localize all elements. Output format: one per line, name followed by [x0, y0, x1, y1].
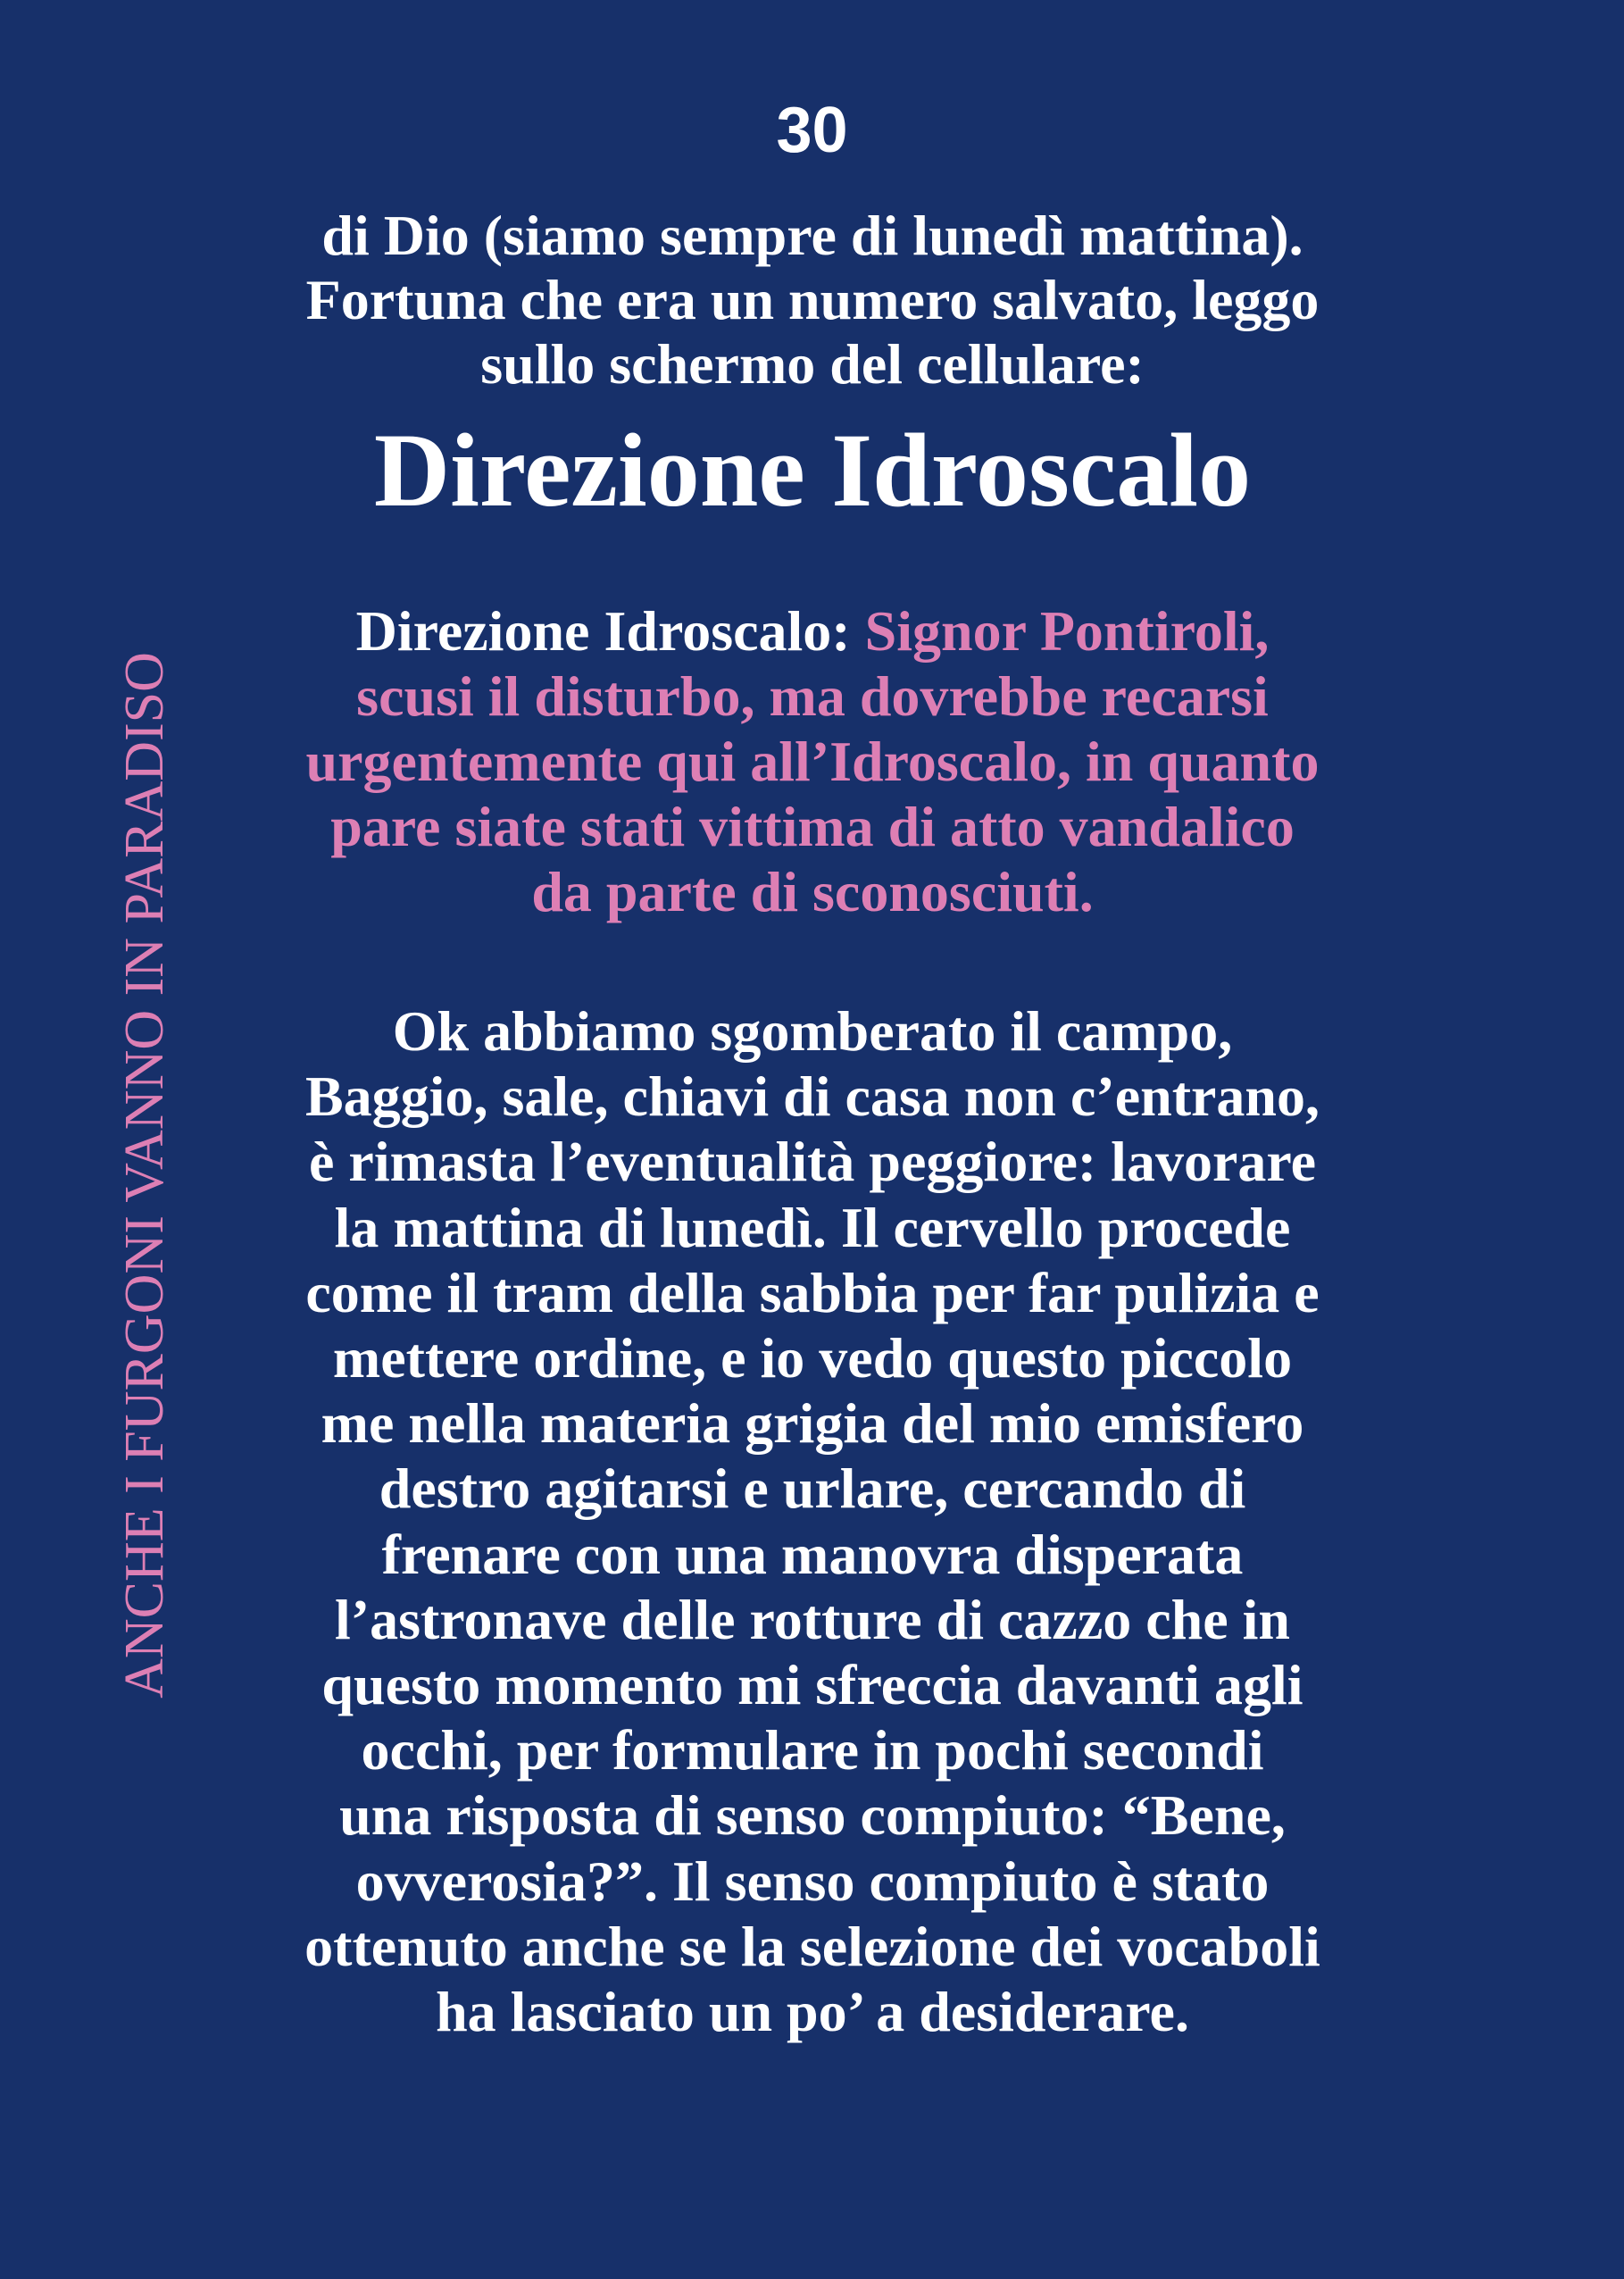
body-line: questo momento mi sfreccia davanti agli — [321, 1653, 1303, 1717]
section-heading: Direzione Idroscalo — [373, 412, 1252, 529]
body-line: una risposta di senso compiuto: “Bene, — [339, 1783, 1286, 1848]
intro-line: di Dio (siamo sempre di lunedì mattina). — [321, 204, 1303, 267]
body-line: come il tram della sabbia per far pulizia e — [305, 1260, 1320, 1324]
quote-text: Signor Pontiroli, — [864, 599, 1270, 663]
body-line: Baggio, sale, chiavi di casa non c’entrano, — [304, 1064, 1320, 1129]
quoted-message — [187, 598, 1437, 924]
quote-speaker: Direzione Idroscalo: — [355, 599, 851, 663]
body-line: ottenuto anche se la selezione dei vocaboli — [304, 1914, 1320, 1978]
body-line: occhi, per formulare in pochi secondi — [361, 1718, 1264, 1782]
body-line: me nella materia grigia del mio emisfero — [321, 1391, 1304, 1456]
body-line: ha lasciato un po’ a desiderare. — [436, 1980, 1189, 2044]
page-number: 30 — [776, 95, 848, 166]
intro-line: sullo schermo del cellulare: — [480, 332, 1145, 396]
quote-first-line — [187, 598, 1437, 664]
running-title: ANCHE I FURGONI VANNO IN PARADISO — [114, 652, 175, 1699]
quote-line: da parte di sconosciuti. — [531, 860, 1094, 923]
body-line: frenare con una manovra disperata — [381, 1522, 1244, 1586]
body-line: ovverosia?”. Il senso compiuto è stato — [355, 1849, 1270, 1913]
intro-paragraph — [187, 204, 1437, 397]
body-line: Ok abbiamo sgomberato il campo, — [392, 999, 1233, 1063]
intro-line: Fortuna che era un numero salvato, leggo — [305, 268, 1320, 331]
quote-line: pare siate stati vittima di atto vandalico — [330, 795, 1295, 858]
body-line: mettere ordine, e io vedo questo piccolo — [332, 1326, 1293, 1390]
body-paragraph — [187, 998, 1437, 2044]
body-line: l’astronave delle rotture di cazzo che in — [334, 1587, 1291, 1651]
quote-line: urgentemente qui all’Idroscalo, in quanto — [305, 730, 1320, 793]
quote-line: scusi il disturbo, ma dovrebbe recarsi — [356, 664, 1269, 728]
body-line: la mattina di lunedì. Il cervello procede — [334, 1195, 1291, 1259]
body-line: è rimasta l’eventualità peggiore: lavorare — [309, 1130, 1316, 1194]
body-line: destro agitarsi e urlare, cercando di — [379, 1457, 1246, 1521]
